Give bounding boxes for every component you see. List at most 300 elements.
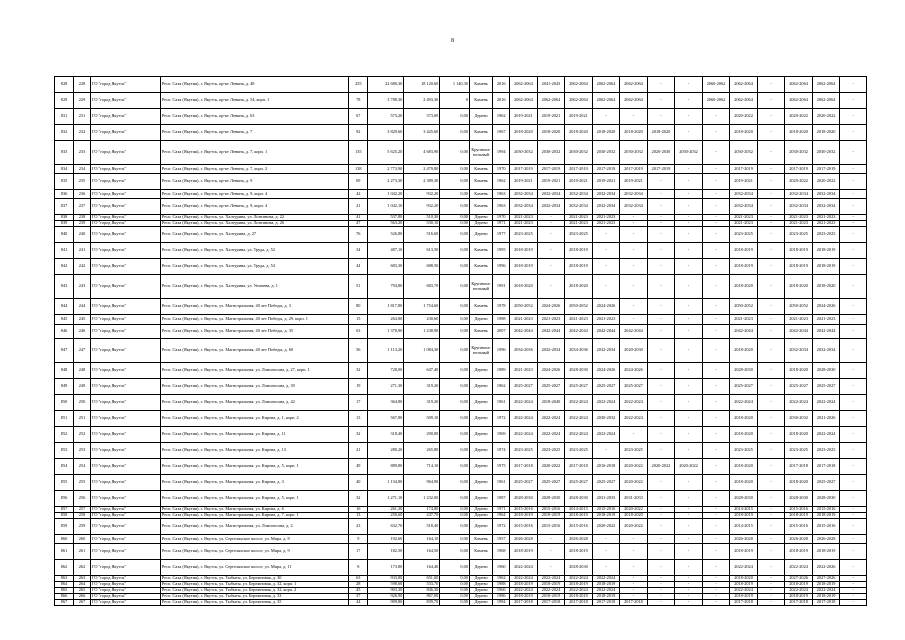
cell-row-no: 255 <box>74 475 91 491</box>
cell-period-8: - <box>702 215 730 221</box>
cell-nonliving-area: 0 <box>440 93 470 109</box>
cell-wall-material: Дерево <box>469 519 492 535</box>
cell-wall-material: Дерево <box>469 560 492 576</box>
cell-wall-material: Камень <box>469 544 492 560</box>
cell-period-5: - <box>620 299 648 315</box>
cell-period-5: 2020-2030 <box>620 339 648 363</box>
cell-period-9: 2019-2021 <box>730 174 758 190</box>
cell-municipality: ГО "город Якутск" <box>90 275 160 299</box>
cell-period-3: 2018-2019 <box>565 513 593 519</box>
cell-nonliving-area: 1 140,30 <box>440 77 470 93</box>
cell-period-3: 2032-2034 <box>565 190 593 199</box>
cell-living-area: 573,00 <box>404 109 440 125</box>
cell-address: Респ. Саха (Якутия), г. Якутск, ул. Халтурина, ул. Труда, д. 54 <box>160 259 348 275</box>
cell-period-2: 2041-2043 <box>537 77 565 93</box>
cell-period-8: 2060-2062 <box>702 93 730 109</box>
cell-period-7: - <box>675 243 703 259</box>
cell-period-4: - <box>592 544 620 560</box>
cell-period-3: 2050-2052 <box>565 299 593 315</box>
cell-nonliving-area: 0,00 <box>440 395 470 411</box>
cell-period-11: 2022-2024 <box>785 560 813 576</box>
cell-period-8: - <box>702 243 730 259</box>
cell-year-built: 1978 <box>493 299 510 315</box>
cell-period-3: 2025-2027 <box>565 379 593 395</box>
cell-period-5: 2019-2021 <box>620 174 648 190</box>
cell-period-5: 2018-2020 <box>620 125 648 141</box>
cell-year-built: 1966 <box>493 588 510 594</box>
cell-period-3: 2021-2023 <box>565 215 593 221</box>
cell-address: Респ. Саха (Якутия), г. Якутск, ул. Магистральная, ул. Ломоносова, д. 39 <box>160 379 348 395</box>
cell-period-1: 2018-2019 <box>510 243 538 259</box>
cell-period-8: - <box>702 221 730 227</box>
table-row <box>55 109 867 125</box>
cell-year-built: 1986 <box>493 594 510 600</box>
cell-year-built: 1996 <box>493 259 510 275</box>
cell-period-1: 2015-2016 <box>510 507 538 513</box>
cell-row-no: 238 <box>74 215 91 221</box>
cell-address: Респ. Саха (Якутия), г. Якутск, пр-кт Ленина, д. 9, корп. 4 <box>160 199 348 215</box>
cell-living-area: 510,30 <box>404 215 440 221</box>
cell-register-no: 855 <box>55 475 74 491</box>
cell-period-8: - <box>702 491 730 507</box>
cell-wall-material: Камень <box>469 199 492 215</box>
cell-municipality: ГО "город Якутск" <box>90 363 160 379</box>
cell-period-11: 2018-2020 <box>785 363 813 379</box>
cell-living-area: 18 120,60 <box>404 77 440 93</box>
cell-period-13: - <box>840 582 867 588</box>
cell-period-5: 2062-2064 <box>620 93 648 109</box>
cell-period-2: - <box>537 227 565 243</box>
cell-total-area: 573,20 <box>368 109 404 125</box>
cell-wall-material: Камень <box>469 535 492 544</box>
cell-period-4: 2015-2016 <box>592 507 620 513</box>
cell-address: Респ. Саха (Якутия), г. Якутск, пр-кт Ленина, д. 9 <box>160 174 348 190</box>
cell-address: Респ. Саха (Якутия), г. Якутск, пр-кт Ленина, д. 63 <box>160 109 348 125</box>
cell-period-12: 2022-2024 <box>812 427 840 443</box>
cell-period-7: - <box>675 395 703 411</box>
cell-period-6: - <box>647 215 675 221</box>
cell-period-10: - <box>757 190 785 199</box>
cell-living-area: 932,20 <box>404 199 440 215</box>
cell-period-12: 2018-2019 <box>812 582 840 588</box>
cell-address: Респ. Саха (Якутия), г. Якутск, ул. Магистральная, ул. Ломоносова, д. 42 <box>160 395 348 411</box>
cell-register-no: 851 <box>55 411 74 427</box>
cell-period-7: - <box>675 507 703 513</box>
cell-total-area: 1 113,20 <box>368 339 404 363</box>
cell-period-3: 2018-2019 <box>565 594 593 600</box>
cell-living-area: 839,70 <box>404 600 440 606</box>
cell-wall-material: Дерево <box>469 109 492 125</box>
table-row <box>55 221 867 227</box>
cell-residents: 17 <box>349 544 368 560</box>
table-row <box>55 535 867 544</box>
cell-period-10: - <box>757 427 785 443</box>
cell-period-10: - <box>757 491 785 507</box>
cell-address: Респ. Саха (Якутия), г. Якутск, пр-кт Ленина, д. 54, корп. 1 <box>160 93 348 109</box>
cell-period-13: - <box>840 443 867 459</box>
cell-period-8: - <box>702 535 730 544</box>
cell-period-2: - <box>537 221 565 227</box>
cell-period-6: - <box>647 77 675 93</box>
cell-period-13: - <box>840 491 867 507</box>
cell-register-no: 846 <box>55 325 74 339</box>
table-row <box>55 588 867 594</box>
cell-period-1: 2028-2030 <box>510 491 538 507</box>
cell-period-11: 2018-2019 <box>785 513 813 519</box>
cell-period-9: 2018-2020 <box>730 427 758 443</box>
cell-period-7: - <box>675 600 703 606</box>
cell-period-9: 2018-2020 <box>730 475 758 491</box>
cell-row-no: 249 <box>74 379 91 395</box>
cell-period-3: 2021-2023 <box>565 221 593 227</box>
cell-period-7: - <box>675 363 703 379</box>
cell-total-area: 2 773,90 <box>368 165 404 174</box>
cell-register-no: 843 <box>55 275 74 299</box>
cell-period-5: - <box>620 588 648 594</box>
cell-address: Респ. Саха (Якутия), г. Якутск, ул. Магистральная, ул. Ломоносова, д. 2 <box>160 519 348 535</box>
cell-period-12: 2020-2022 <box>812 109 840 125</box>
cell-nonliving-area: 0,00 <box>440 275 470 299</box>
cell-period-6: - <box>647 411 675 427</box>
table-body <box>55 77 867 606</box>
cell-period-1: 2015-2016 <box>510 519 538 535</box>
cell-year-built: 1964 <box>493 513 510 519</box>
cell-living-area: 647,40 <box>404 363 440 379</box>
cell-period-11: 2062-2064 <box>785 77 813 93</box>
cell-municipality: ГО "город Якутск" <box>90 427 160 443</box>
cell-year-built: 1977 <box>493 227 510 243</box>
cell-register-no: 838 <box>55 215 74 221</box>
cell-period-6: - <box>647 507 675 513</box>
cell-total-area: 250,60 <box>368 513 404 519</box>
cell-period-8: - <box>702 507 730 513</box>
table-row <box>55 141 867 165</box>
cell-period-11: 2018-2019 <box>785 582 813 588</box>
cell-period-6: - <box>647 427 675 443</box>
cell-period-2: 2022-2024 <box>537 411 565 427</box>
table-row <box>55 395 867 411</box>
cell-period-10: - <box>757 221 785 227</box>
cell-period-10: - <box>757 325 785 339</box>
cell-residents: 13 <box>349 513 368 519</box>
cell-address: Респ. Саха (Якутия), г. Якутск, ул. Магистральная, ул. Кирова, д. 1, корп. 2 <box>160 411 348 427</box>
cell-period-7: - <box>675 594 703 600</box>
cell-address: Респ. Саха (Якутия), г. Якутск, ул. Сергеляхское шоссе, ул. Мира, д. 11 <box>160 560 348 576</box>
cell-address: Респ. Саха (Якутия), г. Якутск, ул. Магистральная, ул. Кирова, д. 13 <box>160 443 348 459</box>
cell-period-9: 2018-2020 <box>730 576 758 582</box>
cell-register-no: 861 <box>55 544 74 560</box>
table-row <box>55 411 867 427</box>
cell-living-area: 688,50 <box>404 259 440 275</box>
cell-total-area: 5 625,20 <box>368 141 404 165</box>
table-row <box>55 475 867 491</box>
cell-municipality: ГО "город Якутск" <box>90 259 160 275</box>
cell-period-13: - <box>840 259 867 275</box>
cell-period-5: 2032-2034 <box>620 190 648 199</box>
cell-period-11: 2018-2019 <box>785 259 813 275</box>
cell-total-area: 567,80 <box>368 411 404 427</box>
cell-period-2: 2032-2034 <box>537 199 565 215</box>
table-row <box>55 507 867 513</box>
cell-period-2: 2018-2019 <box>537 582 565 588</box>
cell-period-8: - <box>702 174 730 190</box>
cell-year-built: 1971 <box>493 221 510 227</box>
cell-living-area: 714,10 <box>404 459 440 475</box>
cell-living-area: 164,10 <box>404 535 440 544</box>
cell-nonliving-area: 0,00 <box>440 379 470 395</box>
cell-period-12: 2030-2032 <box>812 141 840 165</box>
cell-period-12: 2018-2019 <box>812 544 840 560</box>
cell-total-area: 3 788,30 <box>368 93 404 109</box>
cell-period-11: 2062-2064 <box>785 93 813 109</box>
cell-period-6: - <box>647 588 675 594</box>
cell-row-no: 240 <box>74 227 91 243</box>
cell-row-no: 248 <box>74 363 91 379</box>
cell-period-3: 2022-2024 <box>565 411 593 427</box>
cell-residents: 78 <box>349 93 368 109</box>
cell-nonliving-area: 0,00 <box>440 315 470 325</box>
cell-period-11: 2020-2022 <box>785 109 813 125</box>
table-row <box>55 560 867 576</box>
cell-period-5: - <box>620 544 648 560</box>
cell-period-3: 2022-2024 <box>565 427 593 443</box>
cell-register-no: 841 <box>55 243 74 259</box>
cell-period-11: 2018-2020 <box>785 427 813 443</box>
cell-address: Респ. Саха (Якутия), г. Якутск, ул. Магистральная, 40 лет Победы, д. 60 <box>160 339 348 363</box>
cell-period-8: - <box>702 299 730 315</box>
cell-wall-material: Дерево <box>469 491 492 507</box>
cell-period-6: - <box>647 582 675 588</box>
cell-period-8: - <box>702 576 730 582</box>
cell-period-11: 2018-2019 <box>785 243 813 259</box>
cell-municipality: ГО "город Якутск" <box>90 507 160 513</box>
cell-nonliving-area: 0,00 <box>440 109 470 125</box>
cell-municipality: ГО "город Якутск" <box>90 190 160 199</box>
cell-period-1: 2062-2064 <box>510 93 538 109</box>
cell-row-no: 247 <box>74 339 91 363</box>
cell-period-6: - <box>647 395 675 411</box>
cell-period-6: - <box>647 513 675 519</box>
cell-period-10: - <box>757 379 785 395</box>
cell-period-8: 2060-2062 <box>702 77 730 93</box>
cell-total-area: 2 273,30 <box>368 174 404 190</box>
cell-period-12: 2018-2020 <box>812 275 840 299</box>
cell-period-12: 2025-2027 <box>812 379 840 395</box>
cell-period-8: - <box>702 315 730 325</box>
cell-period-5: - <box>620 109 648 125</box>
cell-year-built: 1969 <box>493 427 510 443</box>
cell-register-no: 845 <box>55 315 74 325</box>
cell-address: Респ. Саха (Якутия), г. Якутск, ул. Халтурина, д. 27 <box>160 227 348 243</box>
cell-period-7: - <box>675 443 703 459</box>
cell-period-7: - <box>675 199 703 215</box>
cell-period-3: 2042-2044 <box>565 325 593 339</box>
cell-living-area: 265,80 <box>404 443 440 459</box>
cell-wall-material: Камень <box>469 259 492 275</box>
cell-residents: 47 <box>349 221 368 227</box>
cell-period-3: 2015-2016 <box>565 519 593 535</box>
cell-total-area: 526,80 <box>368 227 404 243</box>
cell-municipality: ГО "город Якутск" <box>90 109 160 125</box>
cell-period-10: - <box>757 174 785 190</box>
cell-residents: 44 <box>349 600 368 606</box>
cell-period-6: - <box>647 325 675 339</box>
cell-wall-material: Дерево <box>469 600 492 606</box>
cell-total-area: 537,80 <box>368 215 404 221</box>
cell-period-5: 2022-2024 <box>620 411 648 427</box>
cell-municipality: ГО "город Якутск" <box>90 475 160 491</box>
cell-period-4: 2042-2044 <box>592 325 620 339</box>
cell-period-8: - <box>702 395 730 411</box>
cell-nonliving-area: 0,00 <box>440 363 470 379</box>
cell-municipality: ГО "город Якутск" <box>90 594 160 600</box>
cell-period-8: - <box>702 513 730 519</box>
cell-living-area: 1 232,00 <box>404 491 440 507</box>
cell-nonliving-area: 0,00 <box>440 227 470 243</box>
cell-living-area: 1 754,60 <box>404 299 440 315</box>
cell-municipality: ГО "город Якутск" <box>90 299 160 315</box>
cell-period-4: 2022-2024 <box>592 395 620 411</box>
cell-total-area: 22 680,30 <box>368 77 404 93</box>
cell-period-7: - <box>675 259 703 275</box>
cell-living-area: 518,40 <box>404 519 440 535</box>
cell-total-area: 889,80 <box>368 459 404 475</box>
cell-period-1: 2021-2023 <box>510 221 538 227</box>
page-number: 8 <box>451 38 454 44</box>
cell-period-5: 2018-2020 <box>620 513 648 519</box>
cell-register-no: 850 <box>55 395 74 411</box>
cell-total-area: 364,80 <box>368 395 404 411</box>
cell-residents: 21 <box>349 199 368 215</box>
cell-year-built: 1971 <box>493 507 510 513</box>
table-row <box>55 544 867 560</box>
cell-period-1: 2022-2024 <box>510 427 538 443</box>
cell-wall-material: Дерево <box>469 215 492 221</box>
cell-wall-material: Дерево <box>469 513 492 519</box>
cell-address: Респ. Саха (Якутия), г. Якутск, ул. Магистральная, 40 лет Победы, д. 3 <box>160 299 348 315</box>
cell-period-13: - <box>840 109 867 125</box>
cell-nonliving-area: 0,00 <box>440 243 470 259</box>
cell-year-built: 1962 <box>493 576 510 582</box>
cell-period-11: 2032-2034 <box>785 199 813 215</box>
cell-residents: 63 <box>349 325 368 339</box>
cell-period-5: - <box>620 315 648 325</box>
cell-municipality: ГО "город Якутск" <box>90 379 160 395</box>
cell-nonliving-area: 0,00 <box>440 259 470 275</box>
cell-period-9: 2018-2020 <box>730 125 758 141</box>
cell-residents: 51 <box>349 275 368 299</box>
cell-period-6: - <box>647 199 675 215</box>
cell-register-no: 834 <box>55 165 74 174</box>
cell-wall-material: Дерево <box>469 588 492 594</box>
cell-period-9: 2018-2019 <box>730 582 758 588</box>
cell-period-4: 2016-2018 <box>592 459 620 475</box>
cell-period-2: 2042-2044 <box>537 325 565 339</box>
cell-municipality: ГО "город Якутск" <box>90 395 160 411</box>
cell-residents: 32 <box>349 427 368 443</box>
cell-period-13: - <box>840 275 867 299</box>
cell-period-9: 2028-2030 <box>730 363 758 379</box>
cell-register-no: 858 <box>55 513 74 519</box>
cell-period-3: 2014-2015 <box>565 507 593 513</box>
cell-period-13: - <box>840 519 867 535</box>
cell-period-2: - <box>537 544 565 560</box>
cell-period-10: - <box>757 109 785 125</box>
cell-period-12: 2021-2026 <box>812 411 840 427</box>
cell-period-5: - <box>620 427 648 443</box>
cell-period-9: 2050-2052 <box>730 299 758 315</box>
cell-period-8: - <box>702 199 730 215</box>
cell-period-5: - <box>620 576 648 582</box>
cell-period-3: 2021-2023 <box>565 315 593 325</box>
cell-row-no: 231 <box>74 109 91 125</box>
cell-period-4: 2021-2023 <box>592 215 620 221</box>
cell-residents: 56 <box>349 339 368 363</box>
cell-period-3: 2022-2024 <box>565 576 593 582</box>
cell-period-5: 2030-2032 <box>620 141 648 165</box>
cell-period-12: 2023-2025 <box>812 227 840 243</box>
cell-period-12: 2017-2018 <box>812 600 840 606</box>
cell-period-10: - <box>757 93 785 109</box>
cell-period-7: - <box>675 560 703 576</box>
cell-period-13: - <box>840 315 867 325</box>
cell-period-12: 2032-2034 <box>812 199 840 215</box>
table-row <box>55 513 867 519</box>
cell-period-6: - <box>647 363 675 379</box>
cell-period-9: 2032-2034 <box>730 199 758 215</box>
cell-address: Респ. Саха (Якутия), г. Якутск, ул. Тыбыты, ул. Бережновая, д. 35 <box>160 600 348 606</box>
cell-period-9: 2017-2018 <box>730 600 758 606</box>
cell-municipality: ГО "город Якутск" <box>90 588 160 594</box>
cell-period-13: - <box>840 544 867 560</box>
table-row <box>55 427 867 443</box>
cell-period-12: 2022-2024 <box>812 395 840 411</box>
cell-period-4: 2017-2018 <box>592 600 620 606</box>
cell-register-no: 848 <box>55 363 74 379</box>
cell-residents: 44 <box>349 259 368 275</box>
cell-register-no: 854 <box>55 459 74 475</box>
cell-living-area: 932,20 <box>404 190 440 199</box>
cell-period-1: 2022-2024 <box>510 588 538 594</box>
cell-period-5: - <box>620 594 648 600</box>
cell-period-4: - <box>592 243 620 259</box>
cell-period-8: - <box>702 582 730 588</box>
cell-address: Респ. Саха (Якутия), г. Якутск, пр-кт Ленина, д. 7, корп. 1 <box>160 141 348 165</box>
cell-year-built: 1970 <box>493 165 510 174</box>
cell-period-13: - <box>840 325 867 339</box>
cell-period-1: 2017-2019 <box>510 165 538 174</box>
cell-period-13: - <box>840 507 867 513</box>
cell-period-9: 2032-2034 <box>730 190 758 199</box>
cell-period-12: 2022-2026 <box>812 560 840 576</box>
cell-period-13: - <box>840 125 867 141</box>
cell-period-10: - <box>757 125 785 141</box>
cell-period-5: 2042-2044 <box>620 325 648 339</box>
cell-period-12: 2062-2064 <box>812 93 840 109</box>
cell-register-no: 857 <box>55 507 74 513</box>
cell-year-built: 1974 <box>493 443 510 459</box>
cell-address: Респ. Саха (Якутия), г. Якутск, пр-кт Ленина, д. 48 <box>160 77 348 93</box>
cell-row-no: 235 <box>74 174 91 190</box>
cell-period-3: 2062-2064 <box>565 77 593 93</box>
cell-period-13: - <box>840 395 867 411</box>
cell-address: Респ. Саха (Якутия), г. Якутск, ул. Магистральная, ул. Кирова, д. 5, корп. 1 <box>160 491 348 507</box>
cell-period-2: 2018-2020 <box>537 125 565 141</box>
cell-register-no: 833 <box>55 141 74 165</box>
cell-period-6: - <box>647 227 675 243</box>
cell-period-11: 2025-2027 <box>785 379 813 395</box>
cell-period-9: 2023-2025 <box>730 227 758 243</box>
